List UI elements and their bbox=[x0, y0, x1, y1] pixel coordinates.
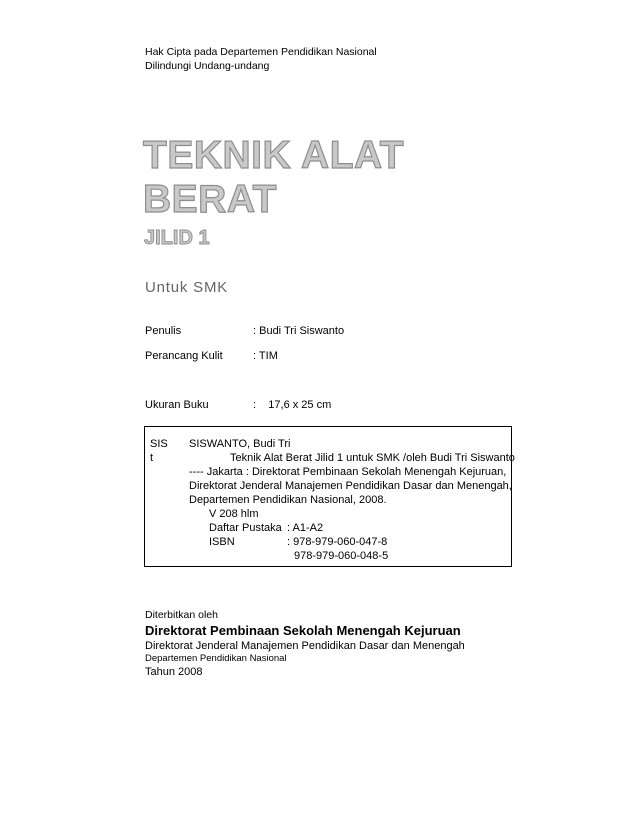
catalog-bibliography bbox=[189, 521, 503, 535]
catalog-publisher-line: Departemen Pendidikan Nasional, 2008. bbox=[189, 494, 387, 506]
catalog-title: Teknik Alat Berat Jilid 1 untuk SMK /oleh Budi Tri Siswanto bbox=[230, 452, 515, 464]
catalog-bibliography-label: Daftar Pustaka bbox=[209, 522, 282, 534]
catalog-isbn-value: 978-979-060-048-5 bbox=[294, 550, 389, 562]
catalog-isbn bbox=[189, 535, 503, 549]
published-by-label: Diterbitkan oleh bbox=[145, 609, 218, 621]
catalog-publisher-line: ---- Jakarta : Direktorat Pembinaan Sekolah Menengah Kejuruan, bbox=[189, 466, 507, 478]
subtitle: Untuk SMK bbox=[145, 279, 229, 296]
copyright-line: Hak Cipta pada Departemen Pendidikan Nasional bbox=[145, 46, 377, 58]
publisher-block bbox=[145, 608, 465, 679]
copyright-protection-line: Dilindungi Undang-undang bbox=[145, 60, 270, 72]
publication-year: Tahun 2008 bbox=[145, 666, 203, 678]
author-label: Penulis bbox=[145, 325, 182, 337]
volume-label: JILID 1 bbox=[144, 227, 210, 249]
book-title-line-1: TEKNIK ALAT bbox=[143, 134, 405, 177]
book-title-line-2: BERAT bbox=[143, 178, 277, 221]
catalog-isbn-label: ISBN bbox=[209, 536, 235, 548]
author-value: : Budi Tri Siswanto bbox=[253, 325, 345, 337]
catalog-isbn-value: : 978-979-060-047-8 bbox=[287, 536, 388, 548]
cover-designer-value: : TIM bbox=[253, 350, 278, 362]
publisher-department: Departemen Pendidikan Nasional bbox=[145, 653, 287, 664]
book-size-label: Ukuran Buku bbox=[145, 399, 209, 411]
publisher-directorate-general: Direktorat Jenderal Manajemen Pendidikan Dasar dan Menengah bbox=[145, 640, 465, 652]
catalog-box bbox=[144, 426, 515, 567]
catalog-code-line: t bbox=[150, 452, 154, 464]
book-size-value: : 17,6 x 25 cm bbox=[253, 399, 332, 411]
catalog-bibliography-value: : A1-A2 bbox=[287, 522, 324, 534]
catalog-author: SISWANTO, Budi Tri bbox=[189, 438, 291, 450]
catalog-publisher-line: Direktorat Jenderal Manajemen Pendidikan Dasar dan Menengah, bbox=[189, 480, 512, 492]
publisher-directorate: Direktorat Pembinaan Sekolah Menengah Kejuruan bbox=[145, 623, 461, 638]
catalog-code-line: SIS bbox=[150, 438, 168, 450]
cover-designer-label: Perancang Kulit bbox=[145, 350, 223, 362]
catalog-isbn-second bbox=[189, 549, 503, 563]
copyright-notice bbox=[145, 45, 377, 73]
catalog-code bbox=[150, 437, 172, 465]
catalog-pages: V 208 hlm bbox=[209, 508, 259, 520]
catalog-entry bbox=[189, 437, 515, 563]
